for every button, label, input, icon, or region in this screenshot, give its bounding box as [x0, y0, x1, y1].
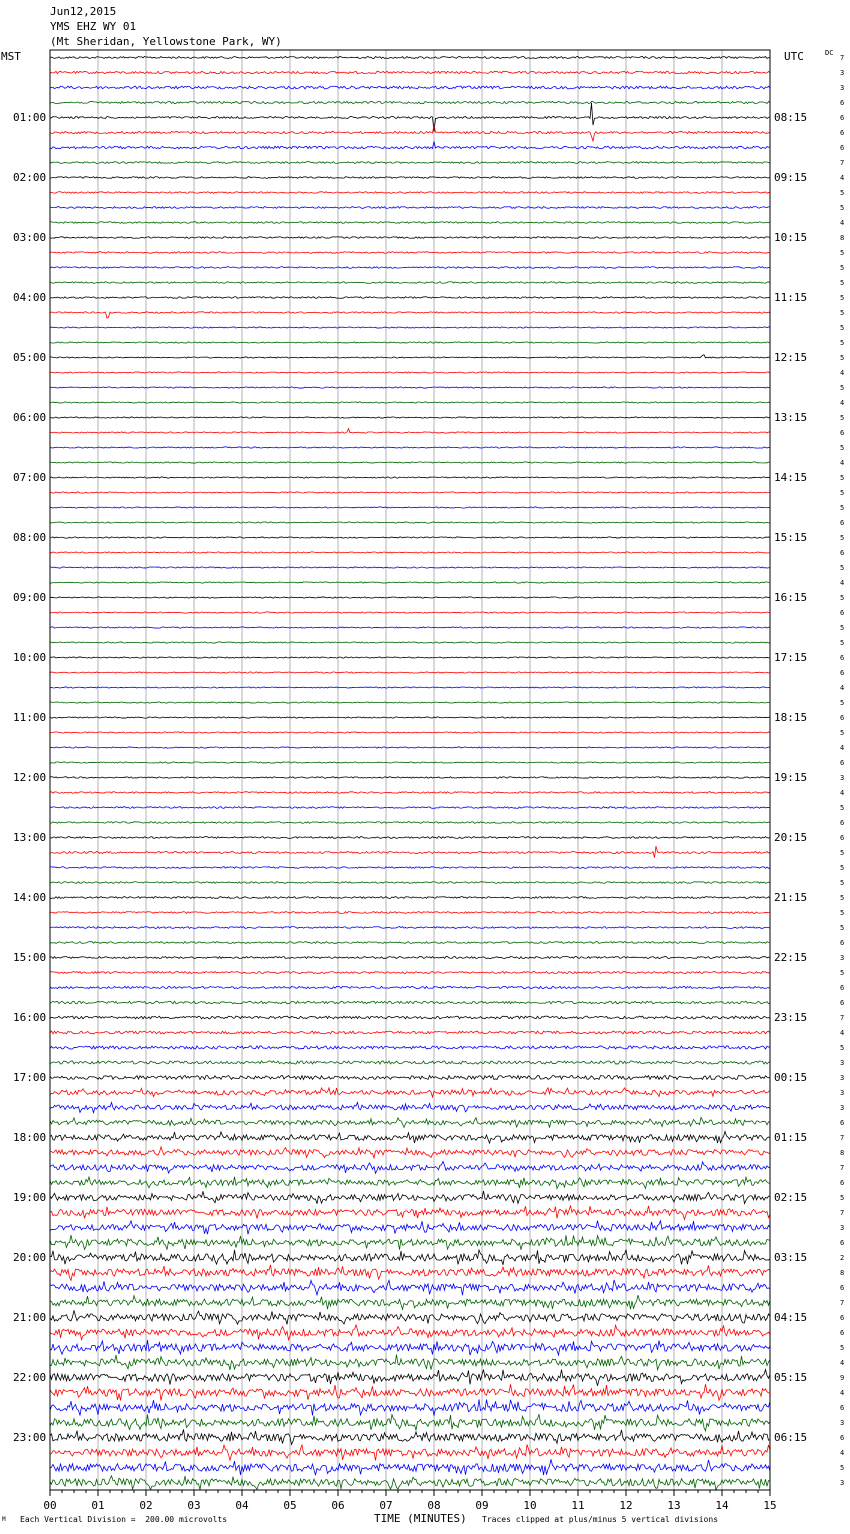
seismic-trace [50, 237, 770, 239]
seismic-trace [50, 1399, 770, 1415]
seismic-trace [50, 582, 770, 583]
x-tick-label: 15 [763, 1499, 777, 1512]
x-tick-label: 13 [667, 1499, 681, 1512]
dc-offset-value: 5 [840, 278, 845, 287]
left-hour-label: 04:00 [13, 290, 47, 304]
x-tick-label: 14 [715, 1499, 729, 1512]
x-tick-label: 12 [619, 1499, 633, 1512]
seismic-trace [50, 972, 770, 974]
seismic-trace [50, 522, 770, 523]
dc-offset-value: 4 [840, 788, 845, 797]
seismic-trace [50, 57, 770, 59]
left-hour-label: 20:00 [13, 1250, 47, 1264]
dc-offset-value: 7 [840, 1133, 845, 1142]
dc-offset-value: 5 [840, 248, 845, 257]
dc-offset-value: 4 [840, 1448, 845, 1457]
dc-offset-value: 5 [840, 698, 845, 707]
seismic-trace [50, 702, 770, 703]
seismic-trace [50, 1295, 770, 1309]
right-hour-label: 13:15 [774, 410, 808, 424]
left-hour-label: 10:00 [13, 650, 47, 664]
dc-offset-value: 5 [840, 413, 845, 422]
seismic-trace [50, 717, 770, 718]
right-hour-label: 22:15 [774, 950, 808, 964]
dc-offset-value: 3 [840, 773, 845, 782]
dc-offset-value: 5 [840, 563, 845, 572]
seismic-trace [50, 1088, 770, 1097]
seismic-trace [50, 1221, 770, 1235]
x-tick-label: 06 [331, 1499, 345, 1512]
dc-offset-value: 5 [840, 803, 845, 812]
seismic-trace [50, 1476, 770, 1490]
dc-offset-value: 4 [840, 578, 845, 587]
dc-offset-value: 3 [840, 1073, 845, 1082]
x-tick-label: 02 [139, 1499, 153, 1512]
dc-offset-value: 6 [840, 668, 845, 677]
seismic-trace [50, 101, 770, 103]
left-hour-label: 17:00 [13, 1070, 47, 1084]
seismic-trace [50, 141, 770, 148]
seismic-trace [50, 846, 770, 858]
right-hour-label: 02:15 [774, 1190, 808, 1204]
seismic-trace [50, 1016, 770, 1019]
dc-offset-value: 6 [840, 818, 845, 827]
seismic-trace [50, 657, 770, 658]
x-tick-label: 00 [43, 1499, 57, 1512]
right-hour-label: 23:15 [774, 1010, 808, 1024]
dc-offset-value: 4 [840, 743, 845, 752]
seismic-trace [50, 177, 770, 179]
station-location: (Mt Sheridan, Yellowstone Park, WY) [50, 35, 282, 48]
left-hour-label: 09:00 [13, 590, 47, 604]
left-hour-label: 05:00 [13, 350, 47, 364]
left-hour-label: 03:00 [13, 230, 47, 244]
dc-offset-value: 7 [840, 158, 845, 167]
dc-offset-value: 3 [840, 1103, 845, 1112]
dc-offset-value: 3 [840, 1058, 845, 1067]
seismic-trace [50, 387, 770, 388]
dc-offset-value: 6 [840, 518, 845, 527]
seismic-trace [50, 912, 770, 914]
seismic-trace [50, 402, 770, 403]
seismic-trace [50, 1076, 770, 1080]
seismic-trace [50, 822, 770, 824]
dc-offset-value: 6 [840, 548, 845, 557]
seismic-trace [50, 1325, 770, 1340]
dc-offset-value: 6 [840, 1313, 845, 1322]
dc-offset-value: 5 [840, 638, 845, 647]
seismic-trace [50, 192, 770, 194]
seismic-trace [50, 103, 770, 132]
seismic-trace [50, 1459, 770, 1475]
left-hour-label: 01:00 [13, 110, 47, 124]
dc-offset-value: 7 [840, 1163, 845, 1172]
dc-offset-value: 6 [840, 1283, 845, 1292]
dc-offset-value: 4 [840, 368, 845, 377]
dc-offset-value: 5 [840, 848, 845, 857]
seismic-trace [50, 222, 770, 224]
left-hour-label: 11:00 [13, 710, 47, 724]
dc-offset-value: 5 [840, 1463, 845, 1472]
seismic-trace [50, 627, 770, 628]
seismic-trace [50, 1265, 770, 1281]
left-hour-label: 06:00 [13, 410, 47, 424]
right-hour-label: 20:15 [774, 830, 808, 844]
right-hour-label: 04:15 [774, 1310, 808, 1324]
seismic-trace [50, 71, 770, 73]
seismic-trace [50, 807, 770, 809]
left-timezone-label: MST [1, 50, 21, 63]
seismic-trace [50, 942, 770, 944]
seismic-trace [50, 1162, 770, 1174]
x-tick-label: 10 [523, 1499, 537, 1512]
dc-offset-value: 6 [840, 1433, 845, 1442]
seismic-trace [50, 252, 770, 254]
seismic-trace [50, 1131, 770, 1143]
seismic-trace [50, 552, 770, 553]
seismic-traces [50, 57, 770, 1491]
seismic-trace [50, 342, 770, 343]
station-code: YMS EHZ WY 01 [50, 20, 137, 33]
x-axis-title: TIME (MINUTES) [374, 1512, 467, 1525]
plot-frame [50, 50, 770, 1490]
right-hour-label: 14:15 [774, 470, 808, 484]
dc-offset-value: 5 [840, 338, 845, 347]
seismic-trace [50, 162, 770, 164]
right-hour-label: 12:15 [774, 350, 808, 364]
seismic-trace [50, 1102, 770, 1112]
dc-offset-value: 3 [840, 83, 845, 92]
dc-offset-value: 5 [840, 308, 845, 317]
seismic-trace [50, 642, 770, 643]
dc-offset-value: 5 [840, 353, 845, 362]
seismic-trace [50, 1177, 770, 1189]
x-tick-label: 03 [187, 1499, 201, 1512]
left-hour-label: 14:00 [13, 890, 47, 904]
seismic-trace [50, 429, 770, 433]
seismic-trace [50, 1117, 770, 1127]
dc-offset-value: 6 [840, 428, 845, 437]
seismic-trace [50, 1191, 770, 1204]
left-hour-label: 18:00 [13, 1130, 47, 1144]
seismic-trace [50, 1310, 770, 1324]
dc-offset-value: 4 [840, 1388, 845, 1397]
dc-offset-value: 8 [840, 1268, 845, 1277]
seismic-trace [50, 612, 770, 613]
dc-offset-value: 6 [840, 128, 845, 137]
right-hour-label: 18:15 [774, 710, 808, 724]
dc-offset-value: 5 [840, 593, 845, 602]
seismic-trace [50, 507, 770, 508]
dc-offset-value: 5 [840, 968, 845, 977]
seismic-trace [50, 1235, 770, 1250]
dc-offset-value: 7 [840, 53, 845, 62]
x-tick-label: 09 [475, 1499, 489, 1512]
clip-note: Traces clipped at plus/minus 5 vertical divisions [482, 1515, 719, 1524]
seismic-trace [50, 1384, 770, 1400]
dc-offset-value: 5 [840, 293, 845, 302]
dc-offset-value: 2 [840, 1253, 845, 1262]
dc-offset-value: 6 [840, 938, 845, 947]
dc-offset-value: 5 [840, 203, 845, 212]
seismic-trace [50, 297, 770, 299]
seismic-trace [50, 1340, 770, 1355]
dc-offset-value: 5 [840, 443, 845, 452]
dc-offset-value: 5 [840, 188, 845, 197]
right-hour-label: 10:15 [774, 230, 808, 244]
seismic-trace [50, 492, 770, 493]
seismic-trace [50, 1031, 770, 1034]
seismic-trace [50, 372, 770, 373]
dc-offset-value: 7 [840, 1298, 845, 1307]
seismic-trace [50, 597, 770, 598]
dc-offset-value: 5 [840, 473, 845, 482]
dc-offset-value: 6 [840, 143, 845, 152]
left-hour-label: 16:00 [13, 1010, 47, 1024]
dc-offset-value: 3 [840, 953, 845, 962]
dc-offset-value: 6 [840, 113, 845, 122]
dc-offset-value: 6 [840, 98, 845, 107]
seismic-trace [50, 777, 770, 778]
right-hour-label: 15:15 [774, 530, 808, 544]
dc-offset-value: 5 [840, 1343, 845, 1352]
x-tick-label: 11 [571, 1499, 585, 1512]
dc-offset-value: 3 [840, 1088, 845, 1097]
x-tick-label: 01 [91, 1499, 105, 1512]
seismic-trace [50, 1444, 770, 1460]
seismic-trace [50, 1280, 770, 1295]
dc-offset-value: 5 [840, 728, 845, 737]
dc-offset-value: 5 [840, 488, 845, 497]
x-axis-ticks [43, 1490, 776, 1512]
corner-mark: M [2, 1516, 6, 1523]
left-hour-label: 23:00 [13, 1430, 47, 1444]
dc-offset-value: 5 [840, 893, 845, 902]
left-hour-label: 19:00 [13, 1190, 47, 1204]
left-hour-label: 13:00 [13, 830, 47, 844]
dc-offset-value: 5 [840, 908, 845, 917]
dc-offset-value: 6 [840, 758, 845, 767]
right-timezone-label: UTC [784, 50, 804, 63]
dc-offset-value: 5 [840, 383, 845, 392]
seismic-trace [50, 567, 770, 568]
dc-offset-value: 5 [840, 878, 845, 887]
seismic-trace [50, 417, 770, 418]
seismic-trace [50, 927, 770, 929]
seismic-trace [50, 267, 770, 269]
seismic-trace [50, 447, 770, 448]
seismic-trace [50, 1001, 770, 1004]
seismic-trace [50, 1429, 770, 1444]
seismic-trace [50, 1046, 770, 1049]
seismic-trace [50, 732, 770, 733]
dc-offset-value: 5 [840, 1193, 845, 1202]
right-hour-label: 17:15 [774, 650, 808, 664]
seismic-trace [50, 1370, 770, 1386]
seismic-trace [50, 957, 770, 959]
seismic-trace [50, 282, 770, 284]
dc-offset-value: 3 [840, 1223, 845, 1232]
seismic-trace [50, 1147, 770, 1158]
dc-offset-value: 6 [840, 983, 845, 992]
seismic-trace [50, 897, 770, 899]
dc-offset-value: 4 [840, 398, 845, 407]
x-tick-label: 08 [427, 1499, 441, 1512]
right-hour-label: 06:15 [774, 1430, 808, 1444]
dc-offset-value: 4 [840, 1028, 845, 1037]
dc-offset-value: 9 [840, 1373, 845, 1382]
seismic-trace [50, 882, 770, 884]
seismic-trace [50, 477, 770, 478]
dc-offset-value: 5 [840, 533, 845, 542]
seismic-trace [50, 537, 770, 538]
seismic-trace [50, 687, 770, 688]
x-tick-label: 07 [379, 1499, 393, 1512]
right-hour-label: 00:15 [774, 1070, 808, 1084]
seismic-trace [50, 86, 770, 89]
seismic-trace [50, 312, 770, 318]
dc-offset-value: 5 [840, 923, 845, 932]
seismic-trace [50, 792, 770, 794]
seismic-trace [50, 355, 770, 358]
seismic-trace [50, 207, 770, 209]
seismic-trace [50, 1250, 770, 1265]
right-hour-label: 19:15 [774, 770, 808, 784]
dc-offset-value: 7 [840, 1208, 845, 1217]
right-hour-label: 16:15 [774, 590, 808, 604]
dc-offset-value: 6 [840, 608, 845, 617]
dc-offset-value: 3 [840, 1478, 845, 1487]
x-tick-label: 05 [283, 1499, 297, 1512]
dc-offset-value: 5 [840, 863, 845, 872]
seismic-trace [50, 1206, 770, 1220]
dc-offset-value: 6 [840, 1178, 845, 1187]
seismic-trace [50, 327, 770, 328]
scale-note: Each Vertical Division = 200.00 microvolts [20, 1515, 228, 1524]
dc-offset-value: 3 [840, 68, 845, 77]
left-hour-label: 22:00 [13, 1370, 47, 1384]
left-hour-label: 02:00 [13, 170, 47, 184]
left-hour-label: 12:00 [13, 770, 47, 784]
dc-offset-value: 4 [840, 683, 845, 692]
right-hour-label: 08:15 [774, 110, 808, 124]
right-hour-label: 01:15 [774, 1130, 808, 1144]
seismic-trace [50, 1355, 770, 1370]
dc-offset-value: 6 [840, 1403, 845, 1412]
dc-offset-value: 5 [840, 503, 845, 512]
right-hour-label: 11:15 [774, 290, 808, 304]
seismic-trace [50, 762, 770, 763]
seismic-trace [50, 462, 770, 463]
right-hour-label: 05:15 [774, 1370, 808, 1384]
seismic-trace [50, 672, 770, 673]
seismic-trace [50, 125, 770, 141]
dc-offset-value: 7 [840, 1013, 845, 1022]
x-tick-label: 04 [235, 1499, 249, 1512]
seismic-trace [50, 747, 770, 748]
minute-gridlines [98, 50, 722, 1490]
left-hour-label: 07:00 [13, 470, 47, 484]
dc-offset-value: 4 [840, 173, 845, 182]
dc-offset-value: 3 [840, 1418, 845, 1427]
dc-offset-value: 5 [840, 1043, 845, 1052]
dc-offset-value: 5 [840, 323, 845, 332]
seismic-trace [50, 986, 770, 988]
dc-offset-value: 6 [840, 1328, 845, 1337]
seismic-trace [50, 867, 770, 869]
seismic-trace [50, 1061, 770, 1064]
seismic-trace [50, 1414, 770, 1431]
left-hour-label: 15:00 [13, 950, 47, 964]
left-hour-label: 21:00 [13, 1310, 47, 1324]
dc-offset-value: 4 [840, 458, 845, 467]
chart-date: Jun12,2015 [50, 5, 117, 18]
dc-offset-value: 6 [840, 653, 845, 662]
dc-offset-value: 4 [840, 1358, 845, 1367]
dc-offset-value: 8 [840, 1148, 845, 1157]
dc-offset-value: 6 [840, 713, 845, 722]
right-hour-label: 21:15 [774, 890, 808, 904]
left-hour-label: 08:00 [13, 530, 47, 544]
dc-offset-value: 6 [840, 1118, 845, 1127]
dc-offset-header: DC [825, 49, 834, 57]
seismic-trace [50, 837, 770, 839]
dc-offset-value: 8 [840, 233, 845, 242]
dc-offset-value: 5 [840, 623, 845, 632]
dc-offset-value: 4 [840, 218, 845, 227]
dc-offset-value: 5 [840, 263, 845, 272]
dc-offset-value: 6 [840, 833, 845, 842]
right-hour-label: 09:15 [774, 170, 808, 184]
right-hour-label: 03:15 [774, 1250, 808, 1264]
dc-offset-value: 6 [840, 998, 845, 1007]
dc-offset-value: 6 [840, 1238, 845, 1247]
